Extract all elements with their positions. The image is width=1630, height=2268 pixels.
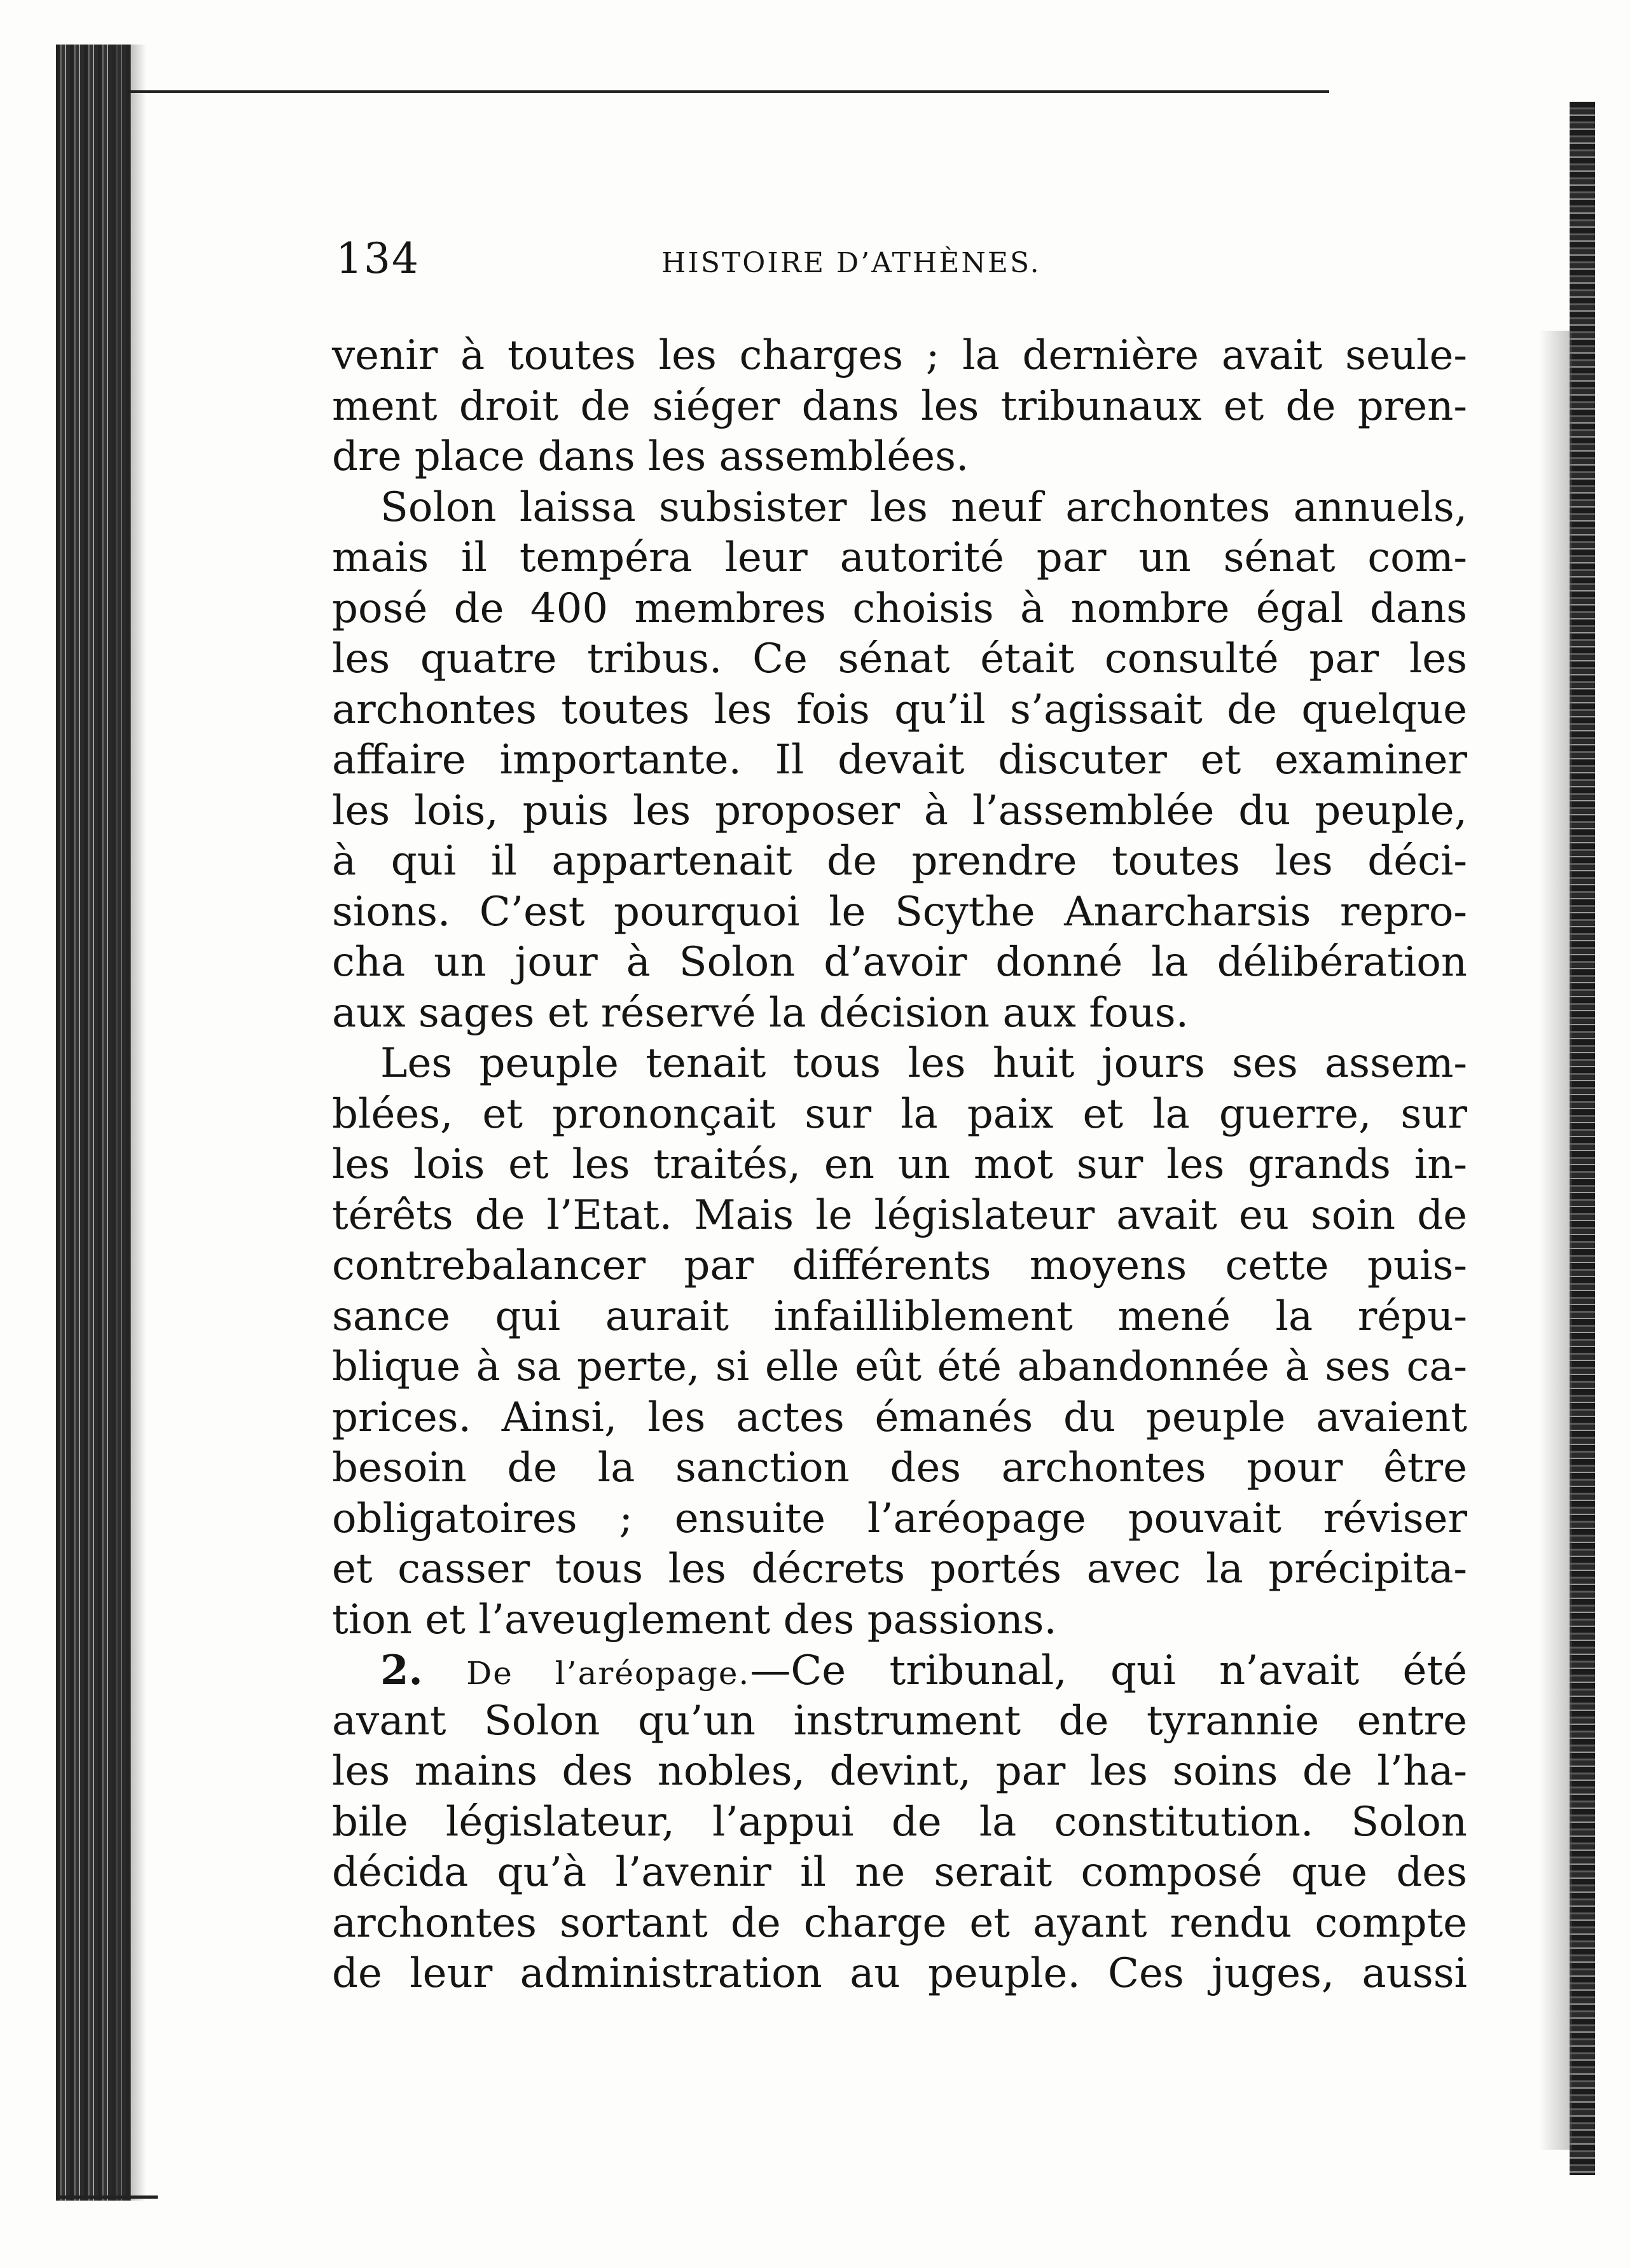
- page-edge-shadow-right-fade: [1539, 331, 1572, 2150]
- text-line: décida qu’à l’avenir il ne serait composé que des: [332, 1849, 1467, 1896]
- text-line: mais il tempéra leur autorité par un sénat com-: [332, 534, 1467, 581]
- section-heading: De l’aréopage.: [466, 1655, 750, 1692]
- text-line: besoin de la sanction des archontes pour être: [332, 1444, 1467, 1491]
- page-number: 134: [336, 234, 420, 283]
- binding-shadow-left-fade: [108, 45, 146, 2201]
- section-first-line: [332, 1645, 1467, 1696]
- section-number: 2.: [380, 1647, 423, 1694]
- text-line: blique à sa perte, si elle eût été abandonnée à ses ca-: [332, 1343, 1467, 1390]
- text-line: ment droit de siéger dans les tribunaux et de pren-: [332, 382, 1467, 430]
- text-line: les quatre tribus. Ce sénat était consulté par les: [332, 635, 1467, 682]
- text-line: de leur administration au peuple. Ces juges, aussi: [332, 1950, 1467, 1997]
- text-line: dre place dans les assemblées.: [332, 433, 969, 480]
- text-line: avant Solon qu’un instrument de tyrannie entre: [332, 1697, 1467, 1745]
- text-line: bile législateur, l’appui de la constitution. Solon: [332, 1798, 1467, 1846]
- text-line: blées, et prononçait sur la paix et la guerre, sur: [332, 1090, 1467, 1138]
- running-head: [0, 234, 1630, 285]
- text-line: les lois et les traités, en un mot sur les grands in-: [332, 1141, 1467, 1188]
- body-text: [332, 331, 1467, 2000]
- book-title-header: HISTOIRE D’ATHÈNES.: [661, 247, 1041, 279]
- text-line: Solon laissa subsister les neuf archontes annuels,: [380, 483, 1467, 531]
- page-edge-shadow-right: [1570, 102, 1595, 2175]
- text-line: térêts de l’Etat. Mais le législateur avait eu soin de: [332, 1191, 1467, 1239]
- text-line: venir à toutes les charges ; la dernière avait seule-: [332, 332, 1467, 379]
- text-line: Les peuple tenait tous les huit jours ses assem-: [380, 1040, 1467, 1087]
- text-line: prices. Ainsi, les actes émanés du peuple avaient: [332, 1393, 1467, 1441]
- top-border-line: [127, 90, 1329, 93]
- text-line: aux sages et réservé la décision aux fous.: [332, 989, 1189, 1037]
- text-line: sance qui aurait infailliblement mené la répu-: [332, 1292, 1467, 1340]
- text-line: les lois, puis les proposer à l’assemblée du peuple,: [332, 787, 1467, 834]
- text-line: contrebalancer par différents moyens cette puis-: [332, 1242, 1467, 1289]
- text-line: tion et l’aveuglement des passions.: [332, 1596, 1057, 1643]
- text-line: obligatoires ; ensuite l’aréopage pouvait réviser: [332, 1495, 1467, 1542]
- text-line: affaire importante. Il devait discuter et examiner: [332, 736, 1467, 784]
- text-line: archontes sortant de charge et ayant rendu compte: [332, 1899, 1467, 1947]
- text-line: archontes toutes les fois qu’il s’agissait de quelque: [332, 686, 1467, 733]
- bottom-border-line: [56, 2195, 158, 2199]
- text-line: posé de 400 membres choisis à nombre égal dans: [332, 584, 1467, 632]
- text-line: les mains des nobles, devint, par les soins de l’ha-: [332, 1748, 1467, 1795]
- text-line: et casser tous les décrets portés avec la précipita-: [332, 1545, 1467, 1593]
- section-first-line-text: —Ce tribunal, qui n’avait été: [750, 1647, 1468, 1694]
- text-line: à qui il appartenait de prendre toutes les déci-: [332, 838, 1467, 885]
- text-line: sions. C’est pourquoi le Scythe Anarcharsis repro-: [332, 888, 1467, 936]
- text-line: cha un jour à Solon d’avoir donné la délibération: [332, 939, 1467, 986]
